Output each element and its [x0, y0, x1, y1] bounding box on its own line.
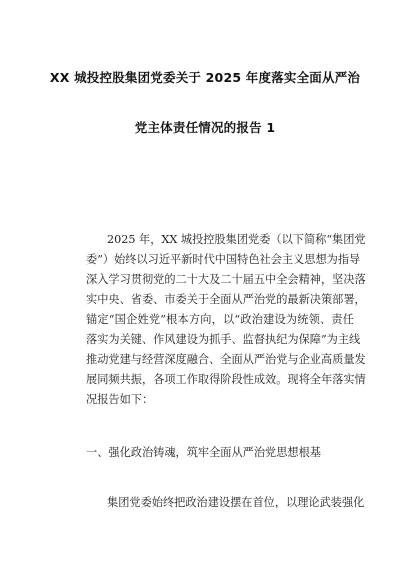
section-heading-1: 一、强化政治铸魂，筑牢全面从严治党思想根基 [86, 446, 321, 459]
paragraph-1-line-1: 2025 年，XX 城投控股集团党委（以下简称“集团党 [107, 233, 366, 246]
paragraph-1-line-7: 推动党建与经营深度融合、全面从严治党与企业高质量发 [86, 353, 366, 366]
paragraph-1-line-3: 深入学习贯彻党的二十大及二十届五中全会精神，坚决落 [86, 273, 366, 286]
paragraph-1-line-5: 锚定“国企姓党”根本方向，以“政治建设为统领、责任 [86, 313, 354, 326]
paragraph-2-line-1: 集团党委始终把政治建设摆在首位，以理论武装强化 [107, 496, 365, 509]
document-title-line-2: 党主体责任情况的报告 1 [134, 120, 276, 135]
paragraph-1-line-6: 落实为关键、作风建设为抓手、监督执纪为保障”为主线 [86, 333, 361, 346]
paragraph-1-line-9: 况报告如下： [86, 393, 154, 406]
paragraph-1-line-4: 实中央、省委、市委关于全面从严治党的最新决策部署， [86, 293, 366, 306]
document-title-line-1: XX 城投控股集团党委关于 2025 年度落实全面从严治 [49, 70, 361, 85]
paragraph-1-line-8: 展同频共振，各项工作取得阶段性成效。现将全年落实情 [86, 373, 366, 386]
paragraph-1-line-2: 委”）始终以习近平新时代中国特色社会主义思想为指导 [86, 253, 361, 266]
